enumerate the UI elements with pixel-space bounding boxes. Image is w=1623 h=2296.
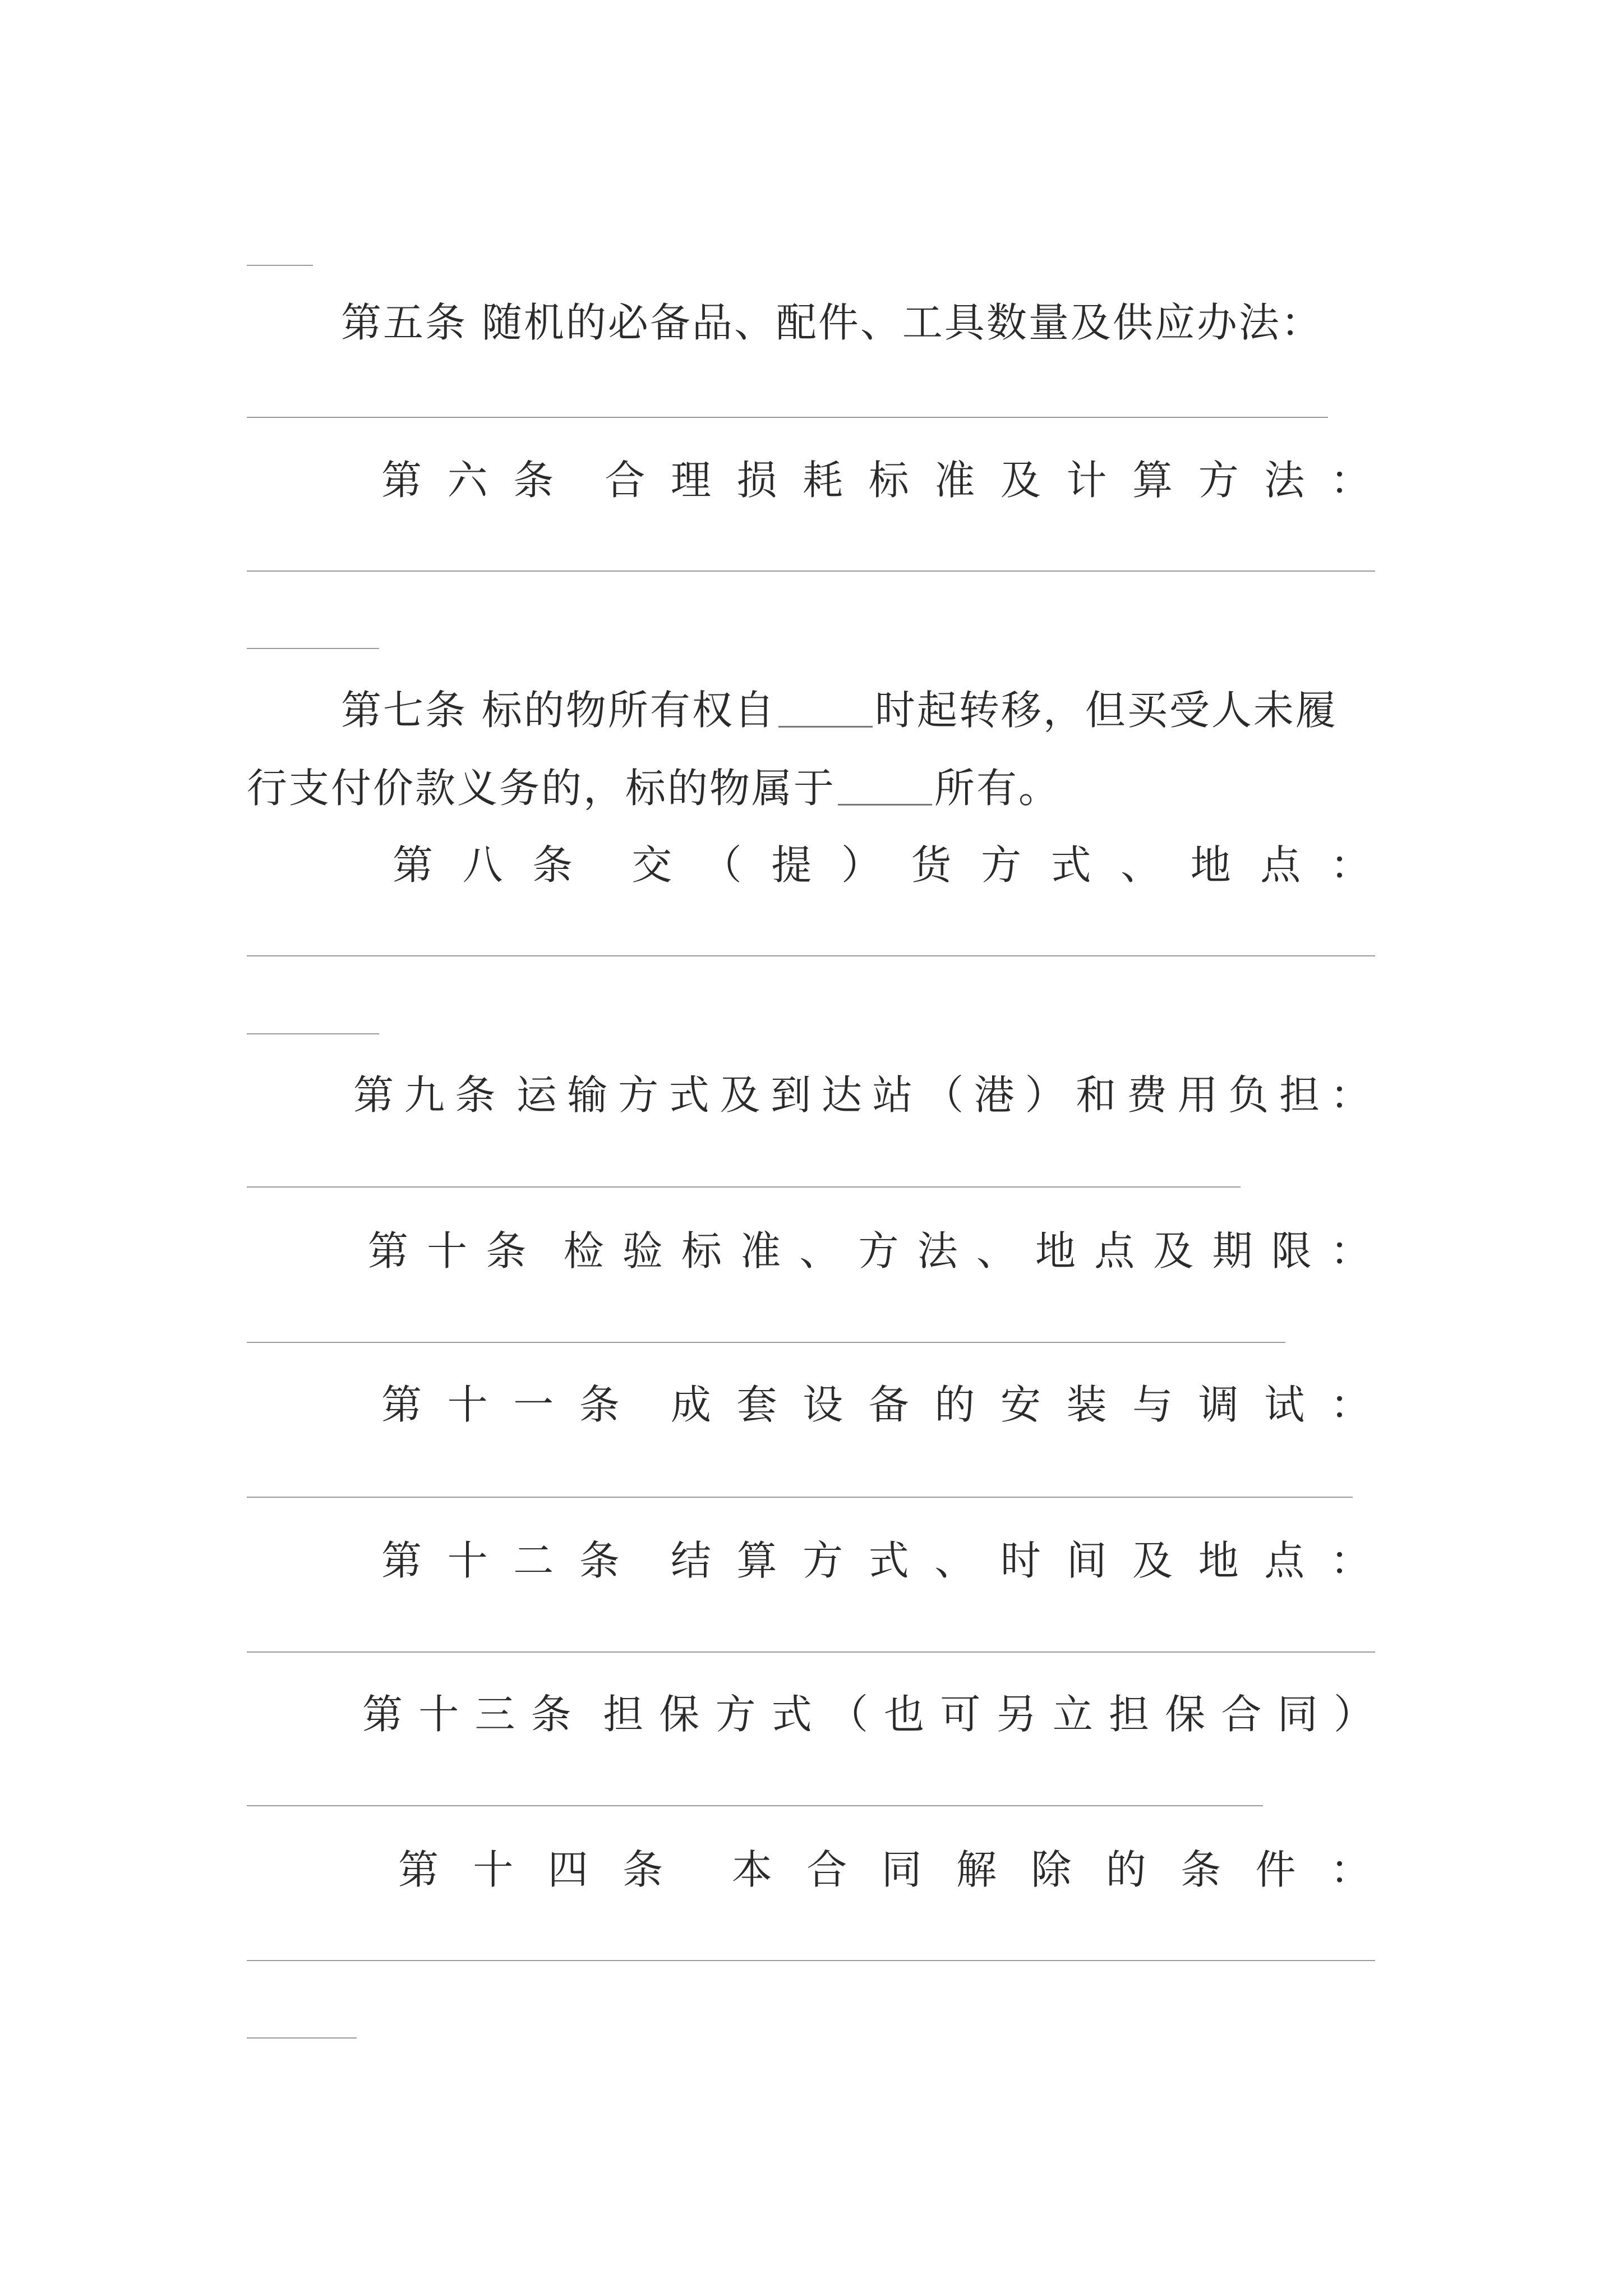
article-6-char: 条 bbox=[513, 457, 554, 504]
article-6-char: 算 bbox=[1132, 457, 1173, 504]
article-7-line-2 bbox=[247, 761, 1061, 815]
article-9-char: 运 bbox=[516, 1071, 557, 1119]
article-12-char: 地 bbox=[1198, 1537, 1239, 1584]
article-6-char: 合 bbox=[605, 457, 645, 504]
article-9-char: 用 bbox=[1177, 1071, 1218, 1119]
article-9 bbox=[353, 1068, 1371, 1122]
article-14-char: 同 bbox=[881, 1846, 922, 1893]
fill-line bbox=[247, 417, 1328, 418]
article-9-char: ） bbox=[1025, 1071, 1066, 1119]
article-13-char: 式 bbox=[771, 1691, 812, 1738]
article-14-char: 条 bbox=[623, 1846, 663, 1893]
article-9-char: 和 bbox=[1076, 1071, 1117, 1119]
article-13-char: 也 bbox=[884, 1691, 925, 1738]
article-13-char: 同 bbox=[1277, 1691, 1318, 1738]
article-12-char: 式 bbox=[868, 1537, 909, 1584]
article-8-char: 第 bbox=[393, 841, 434, 889]
article-11-char: 的 bbox=[934, 1381, 975, 1428]
article-14-char: 除 bbox=[1031, 1846, 1072, 1893]
article-6-char: 耗 bbox=[803, 457, 843, 504]
article-7-text-3: 行支付价款义务的，标的物属于 bbox=[247, 765, 836, 812]
article-9-char: 式 bbox=[668, 1071, 709, 1119]
article-10-char: 地 bbox=[1035, 1227, 1076, 1274]
fill-line bbox=[247, 1186, 1241, 1188]
article-10-char: 准 bbox=[740, 1227, 781, 1274]
article-8-char: 八 bbox=[462, 841, 503, 889]
article-12-char: 、 bbox=[934, 1537, 975, 1584]
article-11-char: 成 bbox=[670, 1381, 711, 1428]
article-6-char: 标 bbox=[868, 457, 909, 504]
article-6-char: 理 bbox=[670, 457, 711, 504]
article-6 bbox=[381, 453, 1371, 507]
article-10-char: 及 bbox=[1153, 1227, 1194, 1274]
article-12-char: 方 bbox=[803, 1537, 843, 1584]
article-10-char: 标 bbox=[681, 1227, 722, 1274]
article-8-char: （ bbox=[701, 841, 742, 889]
article-14-char: 第 bbox=[398, 1846, 439, 1893]
article-10-char: 第 bbox=[368, 1227, 409, 1274]
article-7-text-1: 第七条 标的物所有权自 bbox=[341, 687, 776, 734]
article-6-char: 计 bbox=[1066, 457, 1107, 504]
article-11-char: 一 bbox=[513, 1381, 554, 1428]
article-7-text-2: 时起转移，但买受人未履 bbox=[874, 687, 1338, 734]
article-10-char: 验 bbox=[622, 1227, 663, 1274]
article-6-char: 方 bbox=[1198, 457, 1239, 504]
article-12-char: 第 bbox=[381, 1537, 422, 1584]
article-14-char: 四 bbox=[547, 1846, 588, 1893]
fill-line bbox=[247, 648, 379, 649]
ownership-time-blank bbox=[778, 690, 873, 728]
article-9-char: 达 bbox=[821, 1071, 862, 1119]
fill-line bbox=[247, 1651, 1375, 1653]
article-9-char: （ bbox=[923, 1071, 964, 1119]
article-13-char: ） bbox=[1333, 1691, 1374, 1738]
article-9-char: 方 bbox=[618, 1071, 659, 1119]
article-11-char: 套 bbox=[736, 1381, 777, 1428]
article-6-char: 第 bbox=[381, 457, 422, 504]
article-6-char: 损 bbox=[736, 457, 777, 504]
article-10-char: 十 bbox=[427, 1227, 468, 1274]
article-11-char: 安 bbox=[1000, 1381, 1041, 1428]
article-9-char: 输 bbox=[567, 1071, 608, 1119]
article-8-char: 条 bbox=[532, 841, 573, 889]
article-8-char: ： bbox=[1330, 841, 1371, 889]
article-14-char: 的 bbox=[1105, 1846, 1146, 1893]
article-13 bbox=[362, 1687, 1374, 1741]
fill-line bbox=[247, 955, 1375, 956]
article-12-char: ： bbox=[1330, 1537, 1371, 1584]
article-13-char: 合 bbox=[1221, 1691, 1262, 1738]
article-8 bbox=[393, 838, 1371, 892]
article-14-char: 合 bbox=[806, 1846, 847, 1893]
article-10-char: ： bbox=[1330, 1227, 1371, 1274]
article-13-char: 保 bbox=[1165, 1691, 1206, 1738]
article-13-char: 另 bbox=[996, 1691, 1037, 1738]
article-13-char: 第 bbox=[362, 1691, 403, 1738]
article-9-char: 费 bbox=[1126, 1071, 1167, 1119]
article-12-char: 间 bbox=[1066, 1537, 1107, 1584]
article-9-char: 到 bbox=[771, 1071, 811, 1119]
article-8-char: 点 bbox=[1260, 841, 1301, 889]
article-13-char: 担 bbox=[603, 1691, 644, 1738]
article-8-char: 地 bbox=[1190, 841, 1231, 889]
article-8-char: 方 bbox=[981, 841, 1022, 889]
article-14 bbox=[398, 1843, 1371, 1897]
article-14-char: 十 bbox=[473, 1846, 514, 1893]
article-12-char: 及 bbox=[1132, 1537, 1173, 1584]
article-14-char: 件 bbox=[1255, 1846, 1296, 1893]
article-11-char: 备 bbox=[868, 1381, 909, 1428]
article-10-char: 检 bbox=[563, 1227, 604, 1274]
article-11-char: 装 bbox=[1066, 1381, 1107, 1428]
article-6-char: 法 bbox=[1264, 457, 1305, 504]
article-9-char: 港 bbox=[974, 1071, 1015, 1119]
article-13-char: 十 bbox=[418, 1691, 459, 1738]
article-6-char: ： bbox=[1330, 457, 1371, 504]
article-9-char: 负 bbox=[1228, 1071, 1269, 1119]
fill-line bbox=[247, 1805, 1263, 1806]
fill-line bbox=[247, 570, 1375, 572]
article-11-char: 第 bbox=[381, 1381, 422, 1428]
article-11-char: ： bbox=[1330, 1381, 1371, 1428]
article-10-char: 期 bbox=[1212, 1227, 1253, 1274]
fill-line bbox=[247, 265, 313, 266]
fill-line bbox=[247, 1033, 379, 1034]
article-14-char: 条 bbox=[1181, 1846, 1221, 1893]
article-12 bbox=[381, 1534, 1371, 1588]
article-10-char: 点 bbox=[1094, 1227, 1135, 1274]
article-13-char: 可 bbox=[940, 1691, 981, 1738]
article-11-char: 十 bbox=[447, 1381, 488, 1428]
article-11-char: 条 bbox=[579, 1381, 620, 1428]
article-14-char: ： bbox=[1330, 1846, 1371, 1893]
article-10-char: 条 bbox=[486, 1227, 527, 1274]
article-8-char: ） bbox=[841, 841, 882, 889]
article-10-char: 方 bbox=[858, 1227, 899, 1274]
fill-line bbox=[247, 1960, 1375, 1961]
article-8-char: 、 bbox=[1121, 841, 1161, 889]
article-12-char: 二 bbox=[513, 1537, 554, 1584]
fill-line bbox=[247, 1342, 1285, 1343]
article-9-char: 第 bbox=[353, 1071, 394, 1119]
article-14-char: 本 bbox=[731, 1846, 772, 1893]
article-12-char: 点 bbox=[1264, 1537, 1305, 1584]
article-11-char: 调 bbox=[1198, 1381, 1239, 1428]
article-13-char: 担 bbox=[1109, 1691, 1150, 1738]
article-5-text: 第五条 随机的必备品、配件、工具数量及供应办法： bbox=[341, 299, 1323, 346]
article-10-char: 、 bbox=[799, 1227, 840, 1274]
article-6-char: 准 bbox=[934, 457, 975, 504]
article-8-char: 式 bbox=[1050, 841, 1091, 889]
article-7-line-1 bbox=[341, 683, 1338, 737]
article-10 bbox=[368, 1224, 1371, 1278]
article-13-char: 立 bbox=[1052, 1691, 1093, 1738]
article-12-char: 十 bbox=[447, 1537, 488, 1584]
article-10-char: 法 bbox=[917, 1227, 958, 1274]
article-12-char: 条 bbox=[579, 1537, 620, 1584]
article-11-char: 试 bbox=[1264, 1381, 1305, 1428]
article-13-char: 条 bbox=[531, 1691, 571, 1738]
article-14-char: 解 bbox=[956, 1846, 997, 1893]
article-6-char: 及 bbox=[1000, 457, 1041, 504]
article-13-char: 保 bbox=[659, 1691, 700, 1738]
fill-line bbox=[247, 1497, 1353, 1498]
article-13-char: （ bbox=[827, 1691, 868, 1738]
fill-line bbox=[247, 2037, 357, 2039]
article-13-char: 方 bbox=[715, 1691, 756, 1738]
article-6-char: 六 bbox=[447, 457, 488, 504]
article-8-char: 交 bbox=[631, 841, 672, 889]
article-11-char: 设 bbox=[803, 1381, 843, 1428]
article-11-char: 与 bbox=[1132, 1381, 1173, 1428]
article-9-char: 条 bbox=[455, 1071, 496, 1119]
article-5 bbox=[341, 296, 1323, 349]
article-12-char: 算 bbox=[736, 1537, 777, 1584]
article-7-text-4: 所有。 bbox=[934, 765, 1061, 812]
article-10-char: 、 bbox=[976, 1227, 1017, 1274]
article-9-char: 担 bbox=[1279, 1071, 1320, 1119]
article-9-char: 站 bbox=[872, 1071, 913, 1119]
article-9-char: 及 bbox=[720, 1071, 760, 1119]
article-10-char: 限 bbox=[1271, 1227, 1312, 1274]
article-9-char: ： bbox=[1330, 1071, 1371, 1119]
article-11 bbox=[381, 1378, 1371, 1432]
article-12-char: 结 bbox=[670, 1537, 711, 1584]
article-13-char: 三 bbox=[474, 1691, 515, 1738]
article-12-char: 时 bbox=[1000, 1537, 1041, 1584]
article-8-char: 提 bbox=[771, 841, 812, 889]
article-8-char: 货 bbox=[911, 841, 952, 889]
article-9-char: 九 bbox=[404, 1071, 445, 1119]
owner-blank bbox=[838, 768, 932, 806]
